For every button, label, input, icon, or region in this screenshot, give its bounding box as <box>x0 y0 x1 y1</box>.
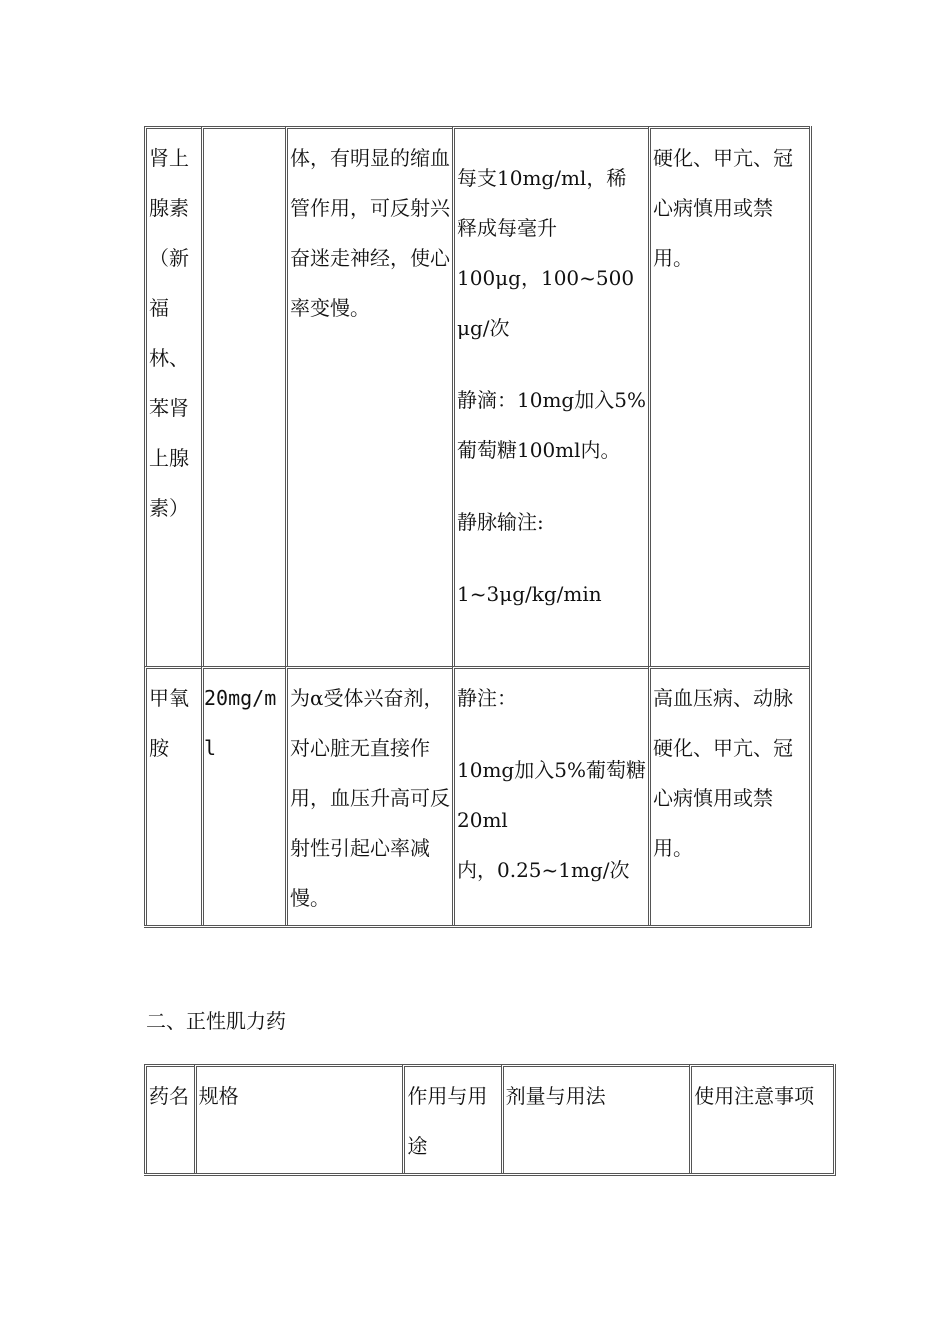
header-spec: 规格 <box>194 1064 403 1173</box>
header-action: 作用与用途 <box>402 1064 500 1173</box>
action-cell: 体，有明显的缩血管作用，可反射兴奋迷走神经，使心率变慢。 <box>285 126 452 666</box>
drug-table-1 <box>144 126 812 928</box>
header-dose: 剂量与用法 <box>501 1064 689 1173</box>
dose-line: 静滴：10mg加入5%葡萄糖100ml内。 <box>457 388 646 462</box>
caution-cell: 高血压病、动脉硬化、甲亢、冠心病慎用或禁用。 <box>648 666 809 925</box>
dose-line: 内，0.25~1mg/次 <box>457 858 630 882</box>
dose-line: 每支10mg/ml，稀释成每毫升 <box>457 166 627 240</box>
spec-cell: 20mg/ml <box>201 666 285 925</box>
dose-cell <box>452 666 648 925</box>
spec-cell <box>201 126 285 666</box>
dose-line: 静注： <box>457 686 517 710</box>
dose-line: 10mg加入5%葡萄糖20ml <box>457 758 646 832</box>
dose-line: 静脉输注: <box>457 510 544 534</box>
dose-line: 100μg，100~500μg/次 <box>457 266 635 340</box>
header-caution: 使用注意事项 <box>689 1064 833 1173</box>
dose-cell <box>452 126 648 666</box>
dose-line: 1~3μg/kg/min <box>457 582 602 606</box>
header-drug-name: 药名 <box>144 1064 194 1173</box>
table-row <box>144 126 809 666</box>
drug-table-2 <box>144 1064 836 1176</box>
section-heading: 二、正性肌力药 <box>146 1009 286 1033</box>
table-header-row <box>144 1064 833 1173</box>
drug-name-cell: 甲氧胺 <box>144 666 201 925</box>
caution-cell: 硬化、甲亢、冠心病慎用或禁用。 <box>648 126 809 666</box>
table-row <box>144 666 809 925</box>
action-cell: 为α受体兴奋剂，对心脏无直接作用，血压升高可反射性引起心率减慢。 <box>285 666 452 925</box>
drug-name-cell: 肾上腺素（新福林、苯肾上腺素） <box>144 126 201 666</box>
